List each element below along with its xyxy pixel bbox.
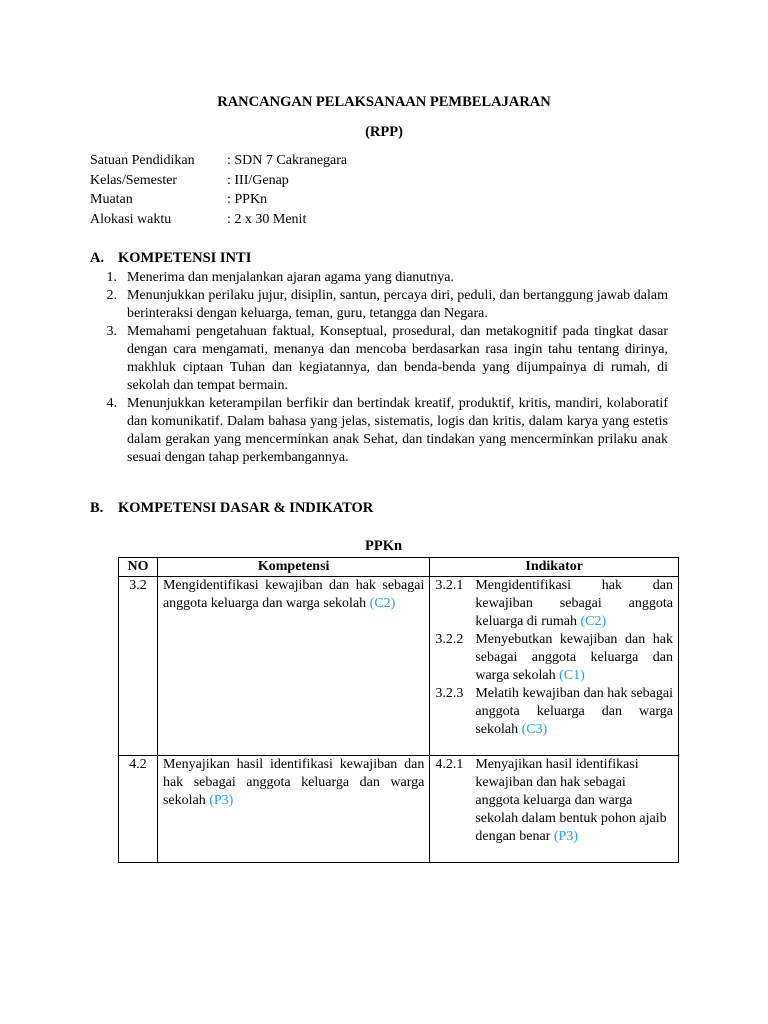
indikator-code: 3.2.2: [435, 632, 464, 647]
indikator-item: [435, 685, 673, 739]
info-value: : PPKn: [227, 192, 268, 207]
identity-info: [90, 152, 347, 230]
cell-kompetensi: [157, 577, 429, 756]
section-b-heading: [90, 499, 373, 517]
list-number: 3.: [106, 324, 117, 339]
info-label: Kelas/Semester: [90, 172, 178, 188]
indikator-desc: Menyebutkan kewajiban dan hak sebagai anggota keluarga dan warga sekolah: [475, 632, 673, 683]
list-number: 2.: [106, 288, 117, 303]
indikator-code: 3.2.3: [435, 686, 464, 701]
kompetensi-inti-list: [90, 269, 678, 467]
list-item: [90, 395, 678, 467]
list-number: 1.: [106, 270, 117, 285]
table-row: [119, 756, 679, 863]
level-tag: (C2): [580, 614, 607, 629]
document-subtitle: (RPP): [365, 124, 403, 140]
list-text: Memahami pengetahuan faktual, Konseptual, prosedural, dan metakognitif pada tingkat dasar dengan cara mengamati, menanya dan mencoba berdasarkan rasa ingin tahu tentang dirinya, makhluk ciptaan Tuhan dan kegiatannya, dan benda-benda yang dijumpainya di rumah, di sekolah dan tempat bermain.: [127, 324, 668, 393]
level-tag: (C1): [559, 668, 585, 683]
section-title: KOMPETENSI DASAR & INDIKATOR: [118, 500, 374, 516]
indikator-desc: Melatih kewajiban dan hak sebagai anggota keluarga dan warga sekolah: [475, 686, 673, 737]
indikator-item: [435, 577, 673, 631]
indikator-code: 3.2.1: [435, 578, 464, 593]
section-letter: B.: [90, 500, 104, 516]
indikator-desc: Menyajikan hasil identifikasi kewajiban dan hak sebagai anggota keluarga dan warga sekolah dalam bentuk pohon ajaib dengan benar: [475, 757, 667, 844]
level-tag: (P3): [553, 829, 579, 844]
list-item: [90, 269, 678, 287]
cell-indikator: [430, 577, 679, 756]
cell-no: 3.2: [119, 577, 158, 756]
indikator-text: [475, 577, 673, 631]
indikator-item: [435, 756, 673, 846]
cell-indikator: [430, 756, 679, 863]
level-tag: (C3): [521, 722, 548, 737]
list-text: Menunjukkan perilaku jujur, disiplin, santun, percaya diri, peduli, dan bertanggung jawab dalam berinteraksi dengan keluarga, teman, guru, tetangga dan Negara.: [127, 288, 668, 321]
table-header-row: [119, 558, 679, 577]
list-item: [90, 287, 678, 323]
indikator-code: 4.2.1: [435, 757, 464, 772]
section-title: KOMPETENSI INTI: [118, 250, 252, 266]
list-item: [90, 323, 678, 395]
table-row: [119, 577, 679, 756]
indikator-text: [475, 631, 673, 685]
info-value: : III/Genap: [227, 172, 289, 188]
kompetensi-dasar-table: [118, 557, 679, 863]
indikator-desc: Mengidentifikasi hak dan kewajiban sebagai anggota keluarga di rumah: [475, 578, 673, 629]
section-a-heading: [90, 249, 251, 267]
info-value: : 2 x 30 Menit: [227, 211, 307, 227]
subject-label: PPKn: [365, 538, 403, 554]
document-title: RANCANGAN PELAKSANAAN PEMBELAJARAN: [217, 94, 551, 110]
info-row: [90, 211, 347, 231]
indikator-text: [475, 685, 673, 739]
list-text: Menunjukkan keterampilan berfikir dan bertindak kreatif, produktif, kritis, mandiri, kolaboratif dan komunikatif. Dalam bahasa yang jelas, sistematis, logis dan kritis, dalam karya yang estetis dalam gerakan yang mencerminkan anak Sehat, dan tindakan yang mencerminkan prilaku anak sesuai dengan tahap perkembangannya.: [127, 396, 668, 465]
info-label: Alokasi waktu: [90, 211, 172, 227]
cell-kompetensi: [157, 756, 429, 863]
info-row: [90, 152, 347, 172]
info-row: [90, 172, 347, 192]
header-kompetensi: Kompetensi: [157, 558, 429, 577]
header-no: NO: [119, 558, 158, 577]
level-tag: (P3): [209, 793, 234, 808]
kompetensi-text: Menyajikan hasil identifikasi kewajiban dan hak sebagai anggota keluarga dan warga sekolah: [162, 757, 425, 808]
info-label: Satuan Pendidikan: [90, 153, 195, 168]
list-number: 4.: [106, 396, 117, 411]
level-tag: (C2): [369, 596, 396, 611]
info-label: Muatan: [90, 192, 133, 207]
header-indikator: Indikator: [430, 558, 679, 577]
list-text: Menerima dan menjalankan ajaran agama yang dianutnya.: [127, 270, 454, 285]
info-value: : SDN 7 Cakranegara: [227, 153, 348, 168]
info-row: [90, 191, 347, 211]
kompetensi-text: Mengidentifikasi kewajiban dan hak sebagai anggota keluarga dan warga sekolah: [162, 578, 425, 611]
section-letter: A.: [90, 250, 105, 266]
cell-no: 4.2: [119, 756, 158, 863]
indikator-item: [435, 631, 673, 685]
indikator-text: [475, 756, 673, 846]
